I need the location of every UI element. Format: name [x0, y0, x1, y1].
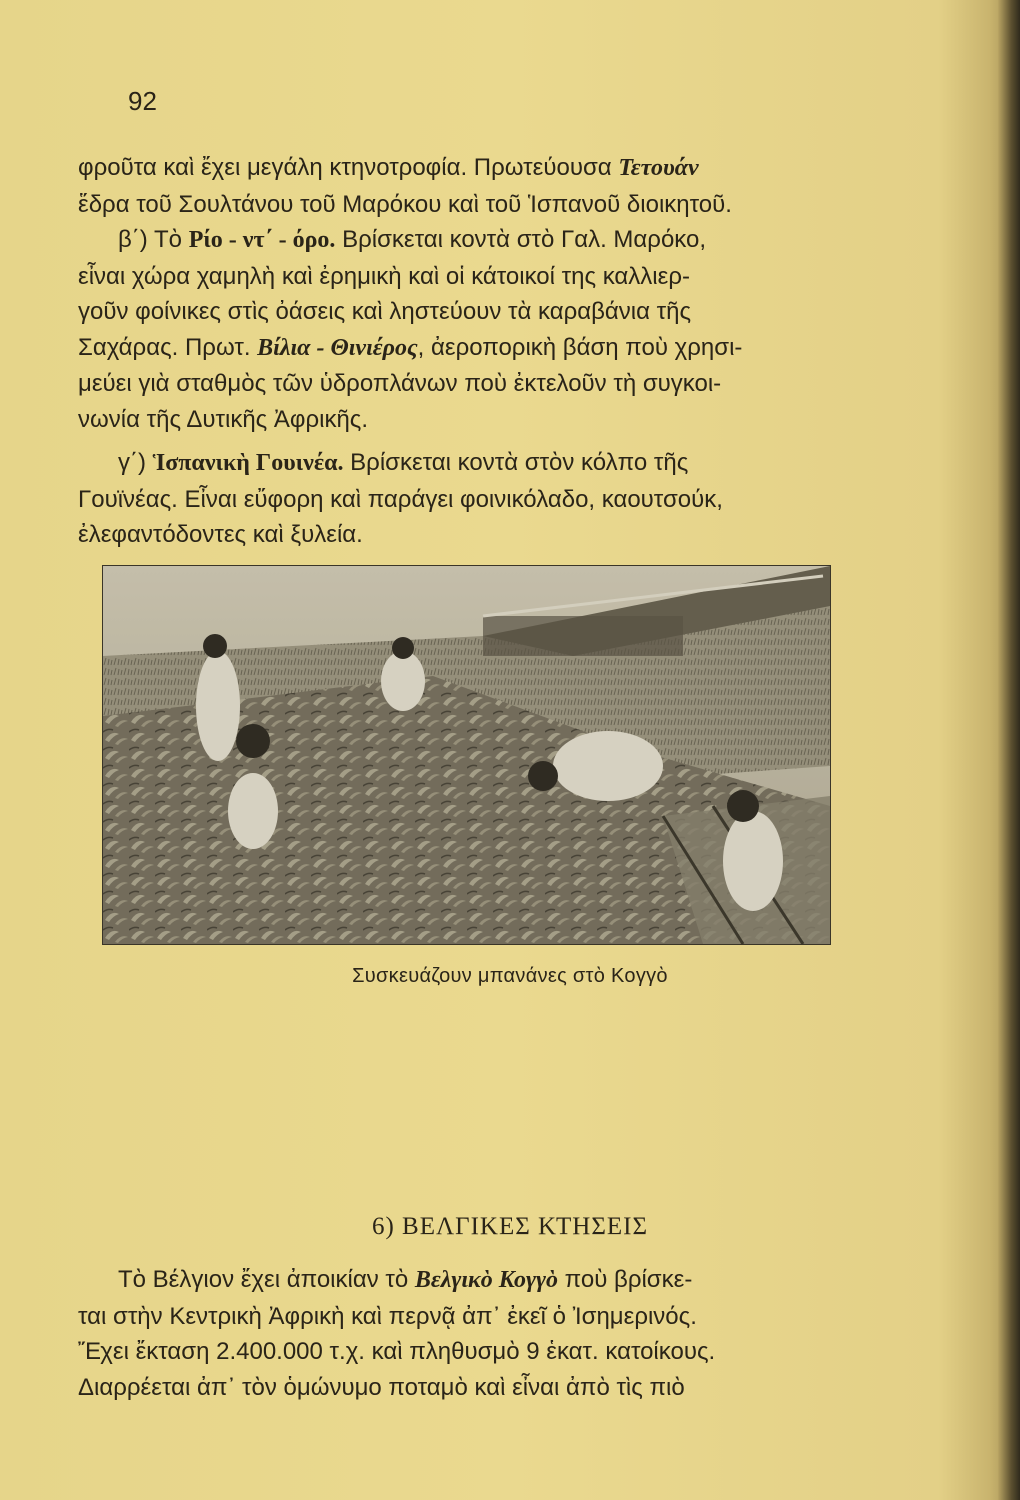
text-line: Γουϊνέας. Εἶναι εὔφορη καὶ παράγει φοινικόλαδο, καουτσούκ, [78, 485, 723, 513]
photo-illustration [103, 566, 830, 944]
photo-caption: Συσκευάζουν μπανάνες στὸ Κογγὸ [352, 965, 668, 987]
paragraph-belgian-congo [78, 1262, 938, 1405]
paragraph-spanish-guinea [78, 445, 938, 553]
text-line: Σαχάρας. Πρωτ. Βίλια - Θινιέρος, ἀεροπορικὴ βάση ποὺ χρησι- [78, 333, 743, 361]
text-line: γ΄) Ἱσπανικὴ Γουινέα. Βρίσκεται κοντὰ στὸν κόλπο τῆς [118, 449, 689, 476]
paragraph-morocco-continued [78, 150, 938, 222]
text-line: γοῦν φοίνικες στὶς ὀάσεις καὶ ληστεύουν τὰ καραβάνια τῆς [78, 298, 692, 325]
emphasis-tetouan: Τετουάν [618, 155, 699, 181]
heading-rio-de-oro: Ρίο - ντ΄ - όρο. [188, 227, 336, 253]
emphasis-villa-cisneros: Βίλια - Θινιέρος [257, 334, 418, 361]
emphasis-belgian-congo: Βελγικὸ Κογγὸ [414, 1267, 558, 1293]
book-spine [998, 0, 1020, 1500]
heading-spanish-guinea: Ἱσπανικὴ Γουινέα. [152, 450, 344, 476]
text-line: Διαρρέεται ἀπ᾿ τὸν ὁμώνυμο ποταμὸ καὶ εἶναι ἀπὸ τὶς πιὸ [78, 1373, 685, 1401]
page-number: 92 [128, 86, 157, 116]
section-heading-belgian-possessions: 6) ΒΕΛΓΙΚΕΣ ΚΤΗΣΕΙΣ [371, 1213, 649, 1240]
text-line: Ἔχει ἔκταση 2.400.000 τ.χ. καὶ πληθυσμὸ 9 ἑκατ. κατοίκους. [78, 1338, 716, 1365]
text-line: νωνία τῆς Δυτικῆς Ἀφρικῆς. [78, 405, 369, 433]
text-line: ται στὴν Κεντρικὴ Ἀφρικὴ καὶ περνᾷ ἀπ᾿ ἐκεῖ ὁ Ἰσημερινός. [78, 1302, 697, 1330]
paragraph-rio-de-oro [78, 222, 938, 437]
text-line: β΄) Τὸ Ρίο - ντ΄ - όρο. Βρίσκεται κοντὰ στὸ Γαλ. Μαρόκο, [118, 226, 707, 253]
text-line: εἶναι χώρα χαμηλὴ καὶ ἐρημικὴ καὶ οἱ κάτοικοί της καλλιερ- [78, 262, 690, 290]
text-line: μεύει γιὰ σταθμὸς τῶν ὑδροπλάνων ποὺ ἐκτελοῦν τὴ συγκοι- [78, 370, 722, 397]
text-line: ἕδρα τοῦ Σουλτάνου τοῦ Μαρόκου καὶ τοῦ Ἱσπανοῦ διοικητοῦ. [78, 190, 732, 218]
text-line: φροῦτα καὶ ἔχει μεγάλη κτηνοτροφία. Πρωτεύουσα Τετουάν [78, 154, 699, 181]
text-line: Τὸ Βέλγιον ἔχει ἀποικίαν τὸ Βελγικὸ Κογγὸ ποὺ βρίσκε- [118, 1266, 693, 1293]
text-line: ἐλεφαντόδοντες καὶ ξυλεία. [78, 521, 363, 548]
photo-banana-packing [102, 565, 831, 945]
